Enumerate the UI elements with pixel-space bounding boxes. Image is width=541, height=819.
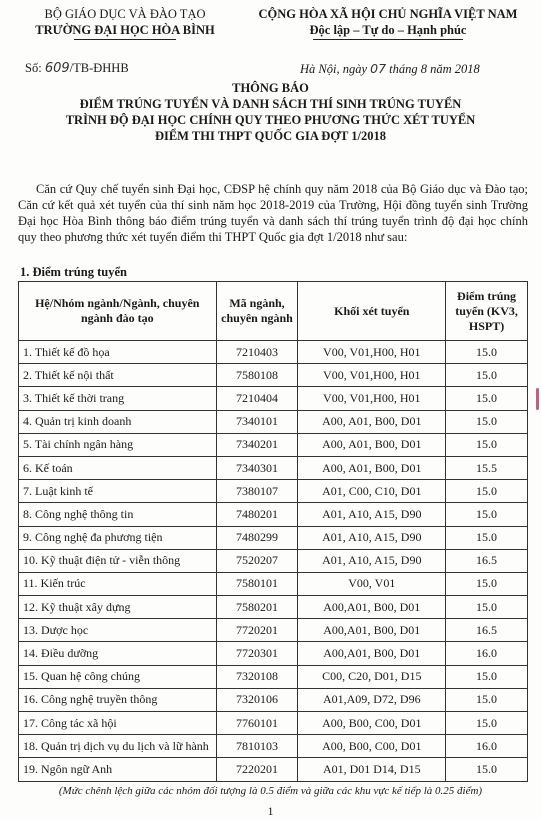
code-cell: 7340101 bbox=[216, 410, 298, 433]
subject-group-cell: A00, A01, B00, D01 bbox=[298, 433, 446, 456]
table-row bbox=[19, 572, 528, 595]
score-cell: 15.0 bbox=[446, 665, 528, 688]
national-motto: Độc lập – Tự do – Hạnh phúc bbox=[309, 23, 467, 37]
code-cell: 7320108 bbox=[216, 665, 298, 688]
major-cell: 5. Tài chính ngân hàng bbox=[19, 433, 217, 456]
major-cell: 3. Thiết kế thời trang bbox=[19, 387, 217, 410]
major-cell: 7. Luật kinh tế bbox=[19, 480, 217, 503]
code-cell: 7580108 bbox=[216, 364, 298, 387]
handwritten-day: 07 bbox=[370, 61, 387, 76]
code-cell: 7720301 bbox=[216, 642, 298, 665]
score-cell: 16.5 bbox=[446, 549, 528, 572]
issuer-block bbox=[0, 6, 250, 40]
major-cell: 14. Điều dưỡng bbox=[19, 642, 217, 665]
code-cell: 7340301 bbox=[216, 456, 298, 479]
subject-group-cell: V00, V01,H00, H01 bbox=[298, 387, 446, 410]
header-score: Điểm trúng tuyển (KV3, HSPT) bbox=[446, 282, 528, 341]
code-cell: 7480299 bbox=[216, 526, 298, 549]
doc-number-suffix: /TB-ĐHHB bbox=[69, 61, 129, 75]
date-suffix: tháng 8 năm 2018 bbox=[386, 62, 480, 76]
document-number bbox=[25, 61, 129, 76]
score-cell: 15.0 bbox=[446, 596, 528, 619]
header-major: Hệ/Nhóm ngành/Ngành, chuyên ngành đào tạo bbox=[19, 282, 217, 341]
major-cell: 19. Ngôn ngữ Anh bbox=[19, 758, 217, 781]
score-cell: 16.0 bbox=[446, 642, 528, 665]
major-cell: 11. Kiến trúc bbox=[19, 572, 217, 595]
table-row bbox=[19, 549, 528, 572]
issuer-underline bbox=[74, 39, 176, 40]
admission-scores-table bbox=[18, 281, 528, 782]
subject-group-cell: A01, C00, C10, D01 bbox=[298, 480, 446, 503]
table-row bbox=[19, 688, 528, 711]
major-cell: 18. Quản trị dịch vụ du lịch và lữ hành bbox=[19, 735, 217, 758]
subject-group-cell: A00,A01, B00, D01 bbox=[298, 596, 446, 619]
subject-group-cell: A01, A10, A15, D90 bbox=[298, 549, 446, 572]
subject-group-cell: A00, A01, B00, D01 bbox=[298, 410, 446, 433]
subject-group-cell: A00, B00, C00, D01 bbox=[298, 735, 446, 758]
document-title bbox=[0, 80, 541, 144]
subject-group-cell: A00,A01, B00, D01 bbox=[298, 619, 446, 642]
score-cell: 15.0 bbox=[446, 758, 528, 781]
major-cell: 10. Kỹ thuật điện tử - viễn thông bbox=[19, 549, 217, 572]
major-cell: 8. Công nghệ thông tin bbox=[19, 503, 217, 526]
code-cell: 7340201 bbox=[216, 433, 298, 456]
major-cell: 15. Quan hệ công chúng bbox=[19, 665, 217, 688]
score-cell: 15.0 bbox=[446, 341, 528, 364]
date-prefix: Hà Nội, ngày bbox=[300, 62, 371, 76]
code-cell: 7320106 bbox=[216, 688, 298, 711]
title-line-2: ĐIỂM TRÚNG TUYỂN VÀ DANH SÁCH THÍ SINH TRÚNG TUYỂN bbox=[79, 97, 462, 111]
score-cell: 15.0 bbox=[446, 712, 528, 735]
table-row bbox=[19, 480, 528, 503]
subject-group-cell: A00, A01, B00, D01 bbox=[298, 456, 446, 479]
score-cell: 15.0 bbox=[446, 688, 528, 711]
subject-group-cell: A00, B00, C00, D01 bbox=[298, 712, 446, 735]
national-header bbox=[235, 6, 541, 40]
table-row bbox=[19, 596, 528, 619]
table-row bbox=[19, 410, 528, 433]
code-cell: 7480201 bbox=[216, 503, 298, 526]
scan-edge-mark bbox=[536, 388, 539, 410]
subject-group-cell: A00,A01, B00, D01 bbox=[298, 642, 446, 665]
section-heading: 1. Điểm trúng tuyển bbox=[20, 265, 127, 279]
table-row bbox=[19, 642, 528, 665]
table-row bbox=[19, 456, 528, 479]
major-cell: 4. Quản trị kinh doanh bbox=[19, 410, 217, 433]
title-line-3: TRÌNH ĐỘ ĐẠI HỌC CHÍNH QUY THEO PHƯƠNG THỨC XÉT TUYỂN bbox=[65, 113, 476, 127]
major-cell: 13. Dược học bbox=[19, 619, 217, 642]
header-code: Mã ngành, chuyên ngành bbox=[216, 282, 298, 341]
title-line-4: ĐIỂM THI THPT QUỐC GIA ĐỢT 1/2018 bbox=[154, 129, 387, 143]
table-row bbox=[19, 758, 528, 781]
code-cell: 7580201 bbox=[216, 596, 298, 619]
code-cell: 7720201 bbox=[216, 619, 298, 642]
score-cell: 15.0 bbox=[446, 364, 528, 387]
code-cell: 7210404 bbox=[216, 387, 298, 410]
footnote: (Mức chênh lệch giữa các nhóm đối tượng là 0.5 điểm và giữa các khu vực kế tiếp là 0.25 điểm) bbox=[58, 785, 483, 797]
code-cell: 7380107 bbox=[216, 480, 298, 503]
score-cell: 15.0 bbox=[446, 387, 528, 410]
major-cell: 17. Công tác xã hội bbox=[19, 712, 217, 735]
code-cell: 7580101 bbox=[216, 572, 298, 595]
doc-number-prefix: Số: bbox=[25, 61, 45, 75]
subject-group-cell: C00, C20, D01, D15 bbox=[298, 665, 446, 688]
table-row bbox=[19, 526, 528, 549]
subject-group-cell: A01, A10, A15, D90 bbox=[298, 503, 446, 526]
subject-group-cell: A01,A09, D72, D96 bbox=[298, 688, 446, 711]
preamble bbox=[18, 181, 528, 245]
major-cell: 2. Thiết kế nội thất bbox=[19, 364, 217, 387]
table-row bbox=[19, 387, 528, 410]
major-cell: 12. Kỹ thuật xây dựng bbox=[19, 596, 217, 619]
table-row bbox=[19, 341, 528, 364]
table-row bbox=[19, 735, 528, 758]
handwritten-number: 609 bbox=[44, 61, 70, 76]
preamble-paragraph: Căn cứ Quy chế tuyển sinh Đại học, CĐSP hệ chính quy năm 2018 của Bộ Giáo dục và Đào tạo; Căn cứ kết quả xét tuyển của thí sinh năm học 2018-2019 của Trường, Hội đồng tuyển sinh Trường Đại học Hòa Bình thông báo điểm trúng tuyển và danh sách thí trúng tuyển trình độ đại học chính quy theo phương thức xét tuyển điểm thi THPT Quốc gia đợt 1/2018 như sau: bbox=[18, 182, 528, 244]
score-cell: 15.0 bbox=[446, 572, 528, 595]
subject-group-cell: V00, V01,H00, H01 bbox=[298, 364, 446, 387]
motto-underline bbox=[313, 39, 463, 40]
major-cell: 1. Thiết kế đồ họa bbox=[19, 341, 217, 364]
table-row bbox=[19, 619, 528, 642]
table-row bbox=[19, 433, 528, 456]
code-cell: 7810103 bbox=[216, 735, 298, 758]
major-cell: 16. Công nghệ truyền thông bbox=[19, 688, 217, 711]
code-cell: 7210403 bbox=[216, 341, 298, 364]
code-cell: 7760101 bbox=[216, 712, 298, 735]
republic-name: CỘNG HÒA XÃ HỘI CHỦ NGHĨA VIỆT NAM bbox=[258, 7, 518, 21]
score-cell: 15.5 bbox=[446, 456, 528, 479]
header-subject-group: Khối xét tuyển bbox=[298, 282, 446, 341]
major-cell: 9. Công nghệ đa phương tiện bbox=[19, 526, 217, 549]
table-row bbox=[19, 503, 528, 526]
table-row bbox=[19, 712, 528, 735]
document-date bbox=[300, 61, 480, 77]
subject-group-cell: A01, A10, A15, D90 bbox=[298, 526, 446, 549]
title-line-1: THÔNG BÁO bbox=[232, 81, 309, 95]
ministry-name: BỘ GIÁO DỤC VÀ ĐÀO TẠO bbox=[44, 7, 206, 21]
score-cell: 15.0 bbox=[446, 503, 528, 526]
table-row bbox=[19, 665, 528, 688]
score-cell: 15.0 bbox=[446, 480, 528, 503]
major-cell: 6. Kế toán bbox=[19, 456, 217, 479]
score-cell: 16.5 bbox=[446, 619, 528, 642]
subject-group-cell: V00, V01,H00, H01 bbox=[298, 341, 446, 364]
page-number: 1 bbox=[267, 804, 274, 818]
subject-group-cell: V00, V01 bbox=[298, 572, 446, 595]
score-cell: 15.0 bbox=[446, 410, 528, 433]
table-row bbox=[19, 364, 528, 387]
subject-group-cell: A01, D01 D14, D15 bbox=[298, 758, 446, 781]
score-cell: 15.0 bbox=[446, 433, 528, 456]
score-cell: 16.0 bbox=[446, 735, 528, 758]
code-cell: 7520207 bbox=[216, 549, 298, 572]
table-header-row bbox=[19, 282, 528, 341]
code-cell: 7220201 bbox=[216, 758, 298, 781]
score-cell: 15.0 bbox=[446, 526, 528, 549]
university-name: TRƯỜNG ĐẠI HỌC HÒA BÌNH bbox=[35, 23, 215, 37]
